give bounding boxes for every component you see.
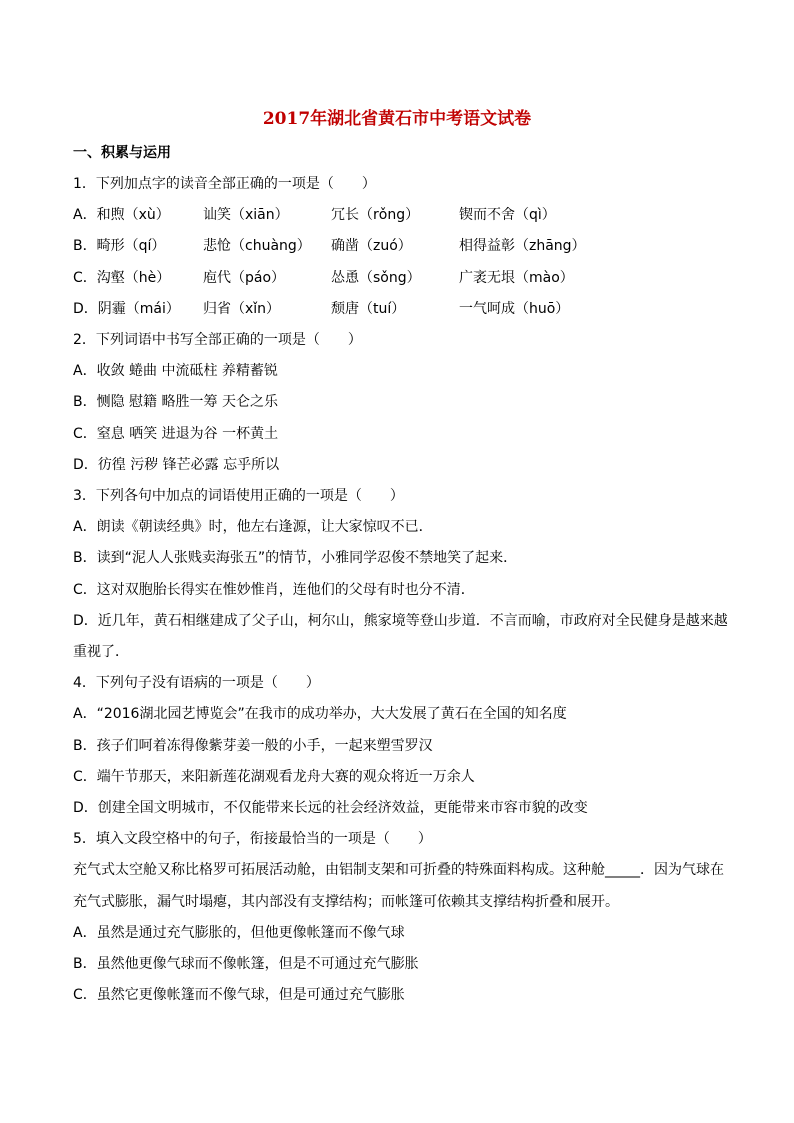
question-2-option-d: D．彷徨 污秽 锋芒必露 忘乎所以 (73, 457, 280, 473)
option-item: 相得益彰（zhāng） (459, 238, 586, 254)
question-1-stem: 1．下列加点字的读音全部正确的一项是（ ） (73, 176, 376, 192)
question-2-option-c: C．窒息 哂笑 进退为谷 一杯黄土 (73, 426, 279, 442)
option-item: 颓唐（tuí） (331, 301, 406, 317)
option-item: 怂恿（sǒng） (331, 270, 421, 286)
question-4-option-c: C．端午节那天，来阳新莲花湖观看龙舟大赛的观众将近一万余人 (73, 769, 475, 785)
option-item: 归省（xǐn） (203, 301, 281, 317)
question-2-stem: 2．下列词语中书写全部正确的一项是（ ） (73, 332, 362, 348)
option-item: B．畸形（qí） (73, 238, 166, 254)
page-title: 2017年湖北省黄石市中考语文试卷 (262, 109, 532, 129)
option-item: D．阴霾（mái） (73, 301, 180, 317)
option-item: 广袤无垠（mào） (459, 270, 574, 286)
question-3-option-d: D．近几年，黄石相继建成了父子山，柯尔山，熊家境等登山步道．不言而喻，市政府对全民健身是越来越 (73, 613, 728, 629)
question-3-option-d-cont: 重视了． (73, 644, 129, 660)
question-5-option-c: C．虽然它更像帐篷而不像气球，但是可通过充气膨胀 (73, 987, 405, 1003)
option-item: 悲怆（chuàng） (203, 238, 311, 254)
question-5-passage-1: 充气式太空舱又称比格罗可拓展活动舱，由铝制支架和可折叠的特殊面料构成。这种舱_____．因为气球在 (73, 862, 724, 878)
question-4-option-b: B．孩子们呵着冻得像紫芽姜一般的小手，一起来塑雪罗汉 (73, 738, 433, 754)
question-3-option-b: B．读到“泥人人张贱卖海张五”的情节，小雅同学忍俊不禁地笑了起来． (73, 550, 518, 566)
question-4-stem: 4．下列句子没有语病的一项是（ ） (73, 675, 320, 691)
question-3-stem: 3．下列各句中加点的词语使用正确的一项是（ ） (73, 488, 404, 504)
question-5-passage-2: 充气式膨胀，漏气时塌瘪，其内部没有支撑结构；而帐篷可依赖其支撑结构折叠和展开。 (73, 894, 619, 910)
question-2-option-a: A．收敛 蜷曲 中流砥柱 养精蓄锐 (73, 363, 278, 379)
question-5-option-a: A．虽然是通过充气膨胀的，但他更像帐篷而不像气球 (73, 925, 405, 941)
option-item: 庖代（páo） (203, 270, 286, 286)
question-3-option-c: C．这对双胞胎长得实在惟妙惟肖，连他们的父母有时也分不清． (73, 582, 475, 598)
question-4-option-a: A．“2016湖北园艺博览会”在我市的成功举办，大大发展了黄石在全国的知名度 (73, 706, 567, 722)
option-item: A．和煦（xù） (73, 207, 170, 223)
question-2-option-b: B．恻隐 慰籍 略胜一筹 天仑之乐 (73, 394, 278, 410)
option-item: 讪笑（xiān） (203, 207, 289, 223)
option-item: 冗长（rǒng） (331, 207, 420, 223)
question-4-option-d: D．创建全国文明城市，不仅能带来长远的社会经济效益，更能带来市容市貌的改变 (73, 800, 588, 816)
option-item: 一气呵成（huō） (459, 301, 570, 317)
question-5-stem: 5．填入文段空格中的句子，衔接最恰当的一项是（ ） (73, 831, 432, 847)
option-item: C．沟壑（hè） (73, 270, 171, 286)
question-5-option-b: B．虽然他更像气球而不像帐篷，但是不可通过充气膨胀 (73, 956, 419, 972)
option-item: 确凿（zuó） (331, 238, 412, 254)
option-item: 锲而不舍（qì） (459, 207, 556, 223)
question-3-option-a: A．朗读《朝读经典》时，他左右逢源，让大家惊叹不已． (73, 519, 433, 535)
section-heading: 一、积累与运用 (73, 145, 171, 161)
